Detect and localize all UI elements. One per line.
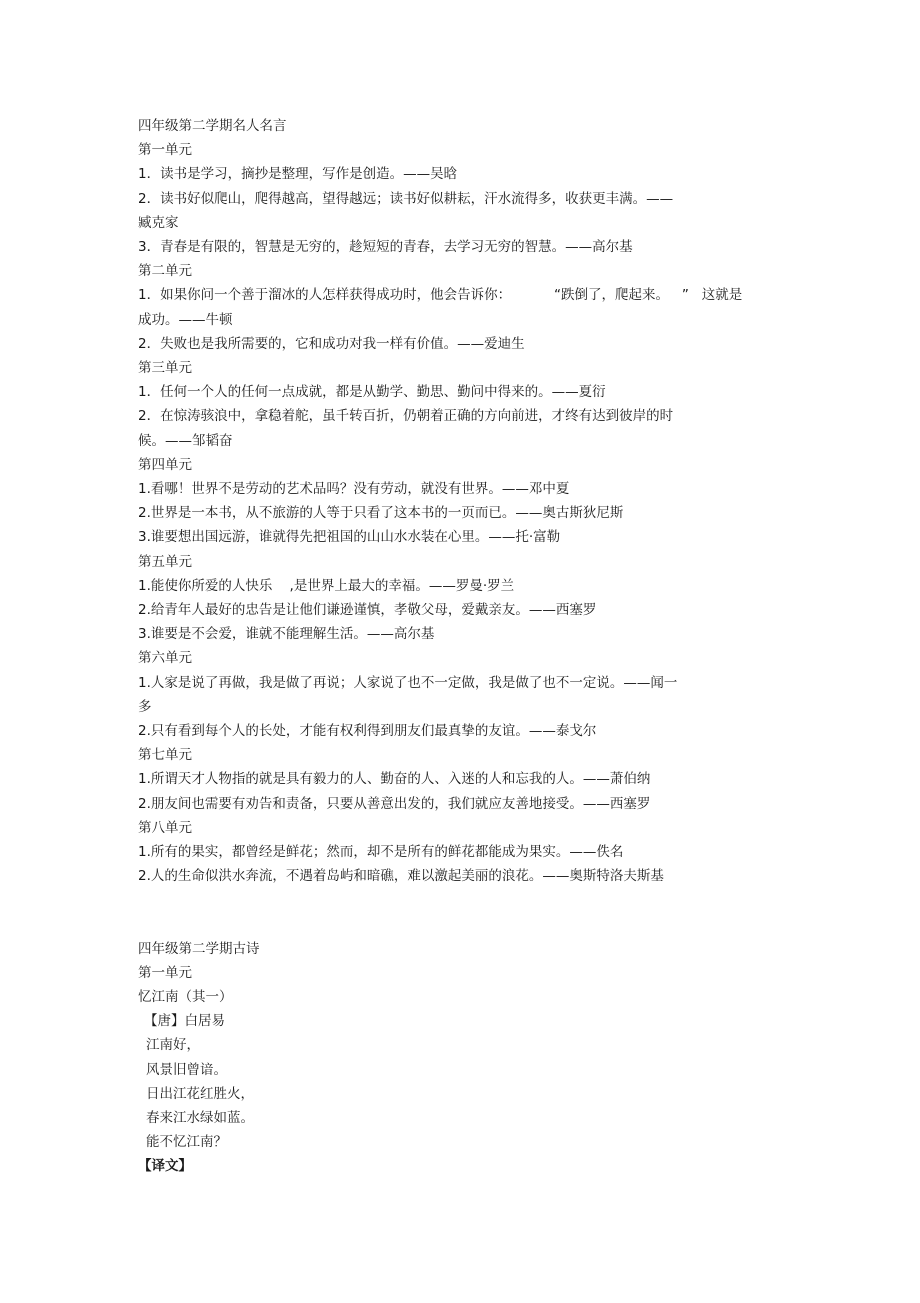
unit-heading: 第八单元 xyxy=(138,819,192,836)
quote-line: 1.看哪！世界不是劳动的艺术品吗？没有劳动，就没有世界。——邓中夏 xyxy=(138,481,570,498)
quotes-title: 四年级第二学期名人名言 xyxy=(138,118,287,134)
quote-line: 1.能使你所爱的人快乐 ,是世界上最大的幸福。——罗曼·罗兰 xyxy=(138,577,515,594)
unit-heading: 第二单元 xyxy=(138,263,192,280)
unit-heading: 第三单元 xyxy=(138,360,192,377)
unit-heading: 第七单元 xyxy=(138,747,192,764)
quote-line: 成功。——牛顿 xyxy=(138,311,233,328)
quote-line: 1.所有的果实，都曾经是鲜花；然而，却不是所有的鲜花都能成为果实。——佚名 xyxy=(138,844,624,861)
quote-line: 2.世界是一本书，从不旅游的人等于只看了这本书的一页而已。——奥古斯狄尼斯 xyxy=(138,505,624,522)
poem-line: 春来江水绿如蓝。 xyxy=(146,1109,254,1126)
quote-line: 2．在惊涛骇浪中，拿稳着舵，虽千转百折，仍朝着正确的方向前进，才终有达到彼岸的时 xyxy=(138,408,674,425)
unit-heading: 第一单元 xyxy=(138,142,192,159)
quote-line: 3.谁要想出国远游，谁就得先把祖国的山山水水装在心里。——托·富勒 xyxy=(138,529,561,546)
quote-line: 1．读书是学习，摘抄是整理，写作是创造。——吴晗 xyxy=(138,166,458,183)
poems-title: 四年级第二学期古诗 xyxy=(138,940,260,957)
poem-line: 风景旧曾谙。 xyxy=(146,1061,227,1078)
document-page xyxy=(138,114,798,1179)
quote-line: 多 xyxy=(138,698,152,715)
quote-line: 3．青春是有限的，智慧是无穷的，趁短短的青春，去学习无穷的智慧。——高尔基 xyxy=(138,239,633,256)
quote-line: 1．任何一个人的任何一点成就，都是从勤学、勤思、勤问中得来的。——夏衍 xyxy=(138,384,606,401)
quote-line: 1.所谓天才人物指的就是具有毅力的人、勤奋的人、入迷的人和忘我的人。——萧伯纳 xyxy=(138,771,651,788)
poem-line: 日出江花红胜火， xyxy=(146,1085,254,1102)
poem-line: 能不忆江南？ xyxy=(146,1134,227,1151)
poem-line: 江南好， xyxy=(146,1037,200,1054)
quote-line: 2.只有看到每个人的长处，才能有权利得到朋友们最真挚的友谊。——泰戈尔 xyxy=(138,723,597,740)
poem-author: 【唐】白居易 xyxy=(144,1013,225,1030)
quote-line: 3.谁要是不会爱，谁就不能理解生活。——高尔基 xyxy=(138,626,435,643)
quote-line: 2.朋友间也需要有劝告和责备，只要从善意出发的，我们就应友善地接受。——西塞罗 xyxy=(138,795,651,812)
unit-heading: 第六单元 xyxy=(138,650,192,667)
translation-heading: 【译文】 xyxy=(138,1158,192,1175)
section-gap xyxy=(138,889,798,937)
quote-line: 候。——邹韬奋 xyxy=(138,432,233,449)
quote-line: 2．读书好似爬山，爬得越高，望得越远；读书好似耕耘，汗水流得多，收获更丰满。—— xyxy=(138,190,674,207)
unit-heading: 第五单元 xyxy=(138,553,192,570)
poem-title: 忆江南（其一） xyxy=(138,988,233,1005)
quote-line: 臧克家 xyxy=(138,214,179,231)
quote-line: 2.人的生命似洪水奔流，不遇着岛屿和暗礁，难以激起美丽的浪花。——奥斯特洛夫斯基 xyxy=(138,868,664,885)
quote-line: 2．失败也是我所需要的，它和成功对我一样有价值。——爱迪生 xyxy=(138,335,525,352)
quotes-list xyxy=(138,138,798,888)
unit-heading: 第四单元 xyxy=(138,456,192,473)
poems-section xyxy=(138,937,798,1179)
quote-line: 1.人家是说了再做，我是做了再说；人家说了也不一定做，我是做了也不一定说。——闻一 xyxy=(138,674,678,691)
quote-line: 2.给青年人最好的忠告是让他们谦逊谨慎，孝敬父母，爱戴亲友。——西塞罗 xyxy=(138,602,597,619)
unit-heading: 第一单元 xyxy=(138,964,192,981)
quote-line: 1．如果你问一个善于溜冰的人怎样获得成功时，他会告诉你： “跌倒了，爬起来。 ” 这就是 xyxy=(138,287,743,304)
